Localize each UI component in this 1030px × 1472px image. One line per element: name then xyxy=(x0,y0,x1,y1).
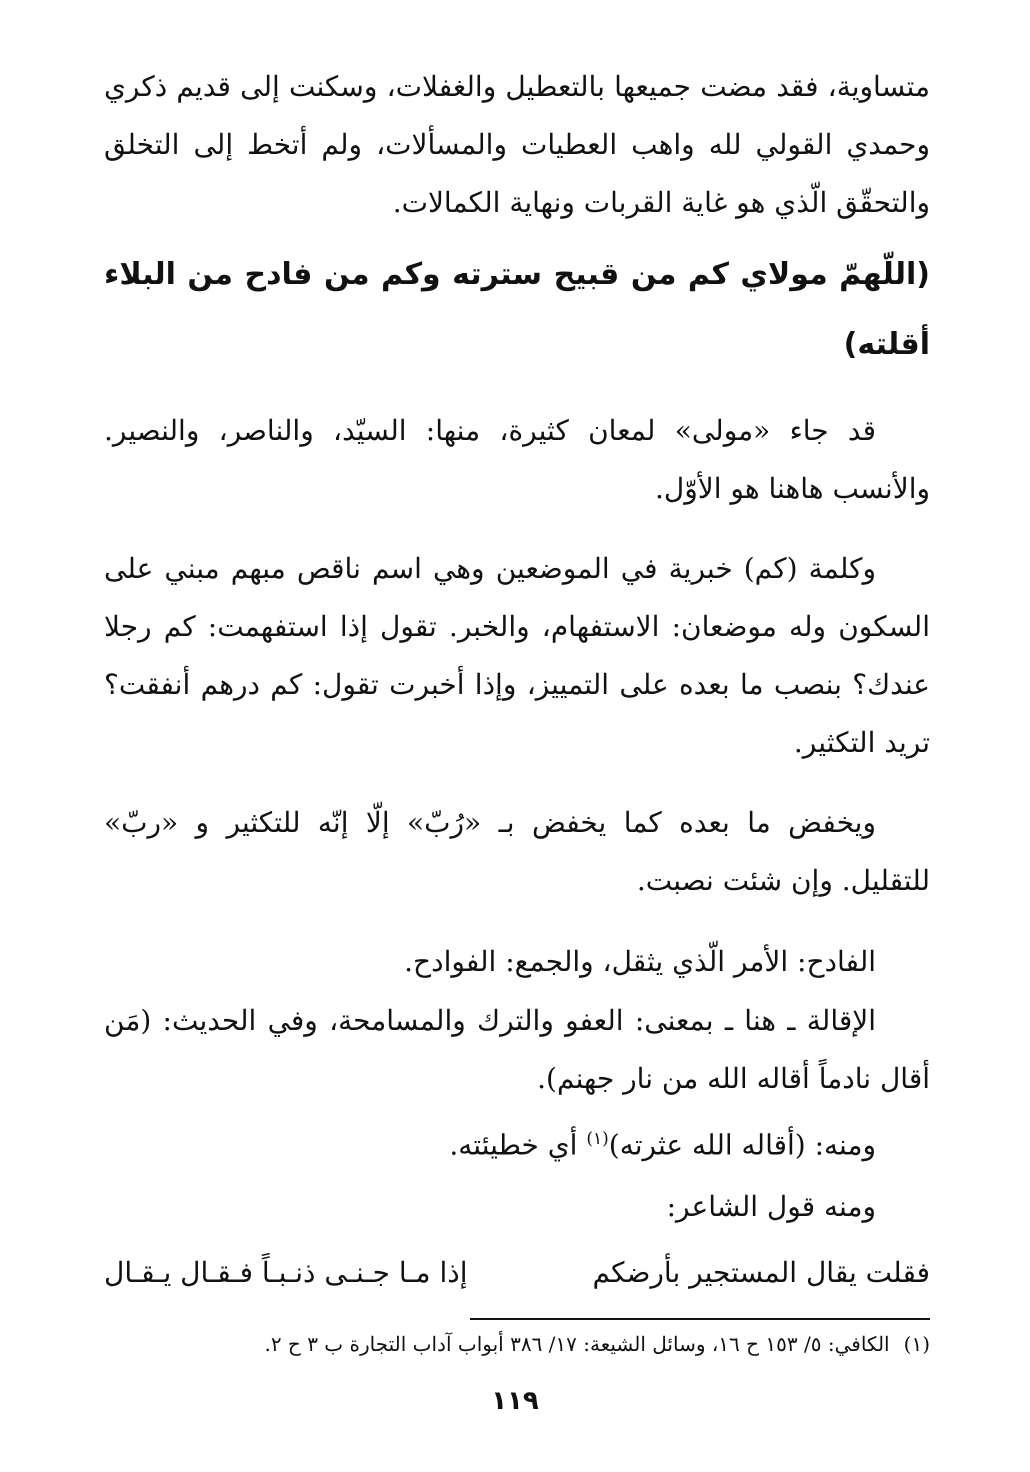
verse-first-hemistich: فقلت يقال المستجير بأرضكم xyxy=(592,1256,930,1290)
poet-intro: ومنه قول الشاعر: xyxy=(666,1190,876,1224)
supplication-heading: (اللّهمّ مولاي كم من قبيح سترته وكم من فادح من البلاء أقلته) xyxy=(104,257,930,362)
footnote xyxy=(104,1322,930,1366)
paragraph-fadih: الفادح: الأمر الّذي يثقل، والجمع: الفوادح. xyxy=(404,945,876,978)
paragraph-kam: وكلمة (كم) خبرية في الموضعين وهي اسم ناقص مبهم مبني على السكون وله موضعان: الاستفهام، والخبر. تقول إذا استفهمت: كم رجلا عندك؟ بنصب ما بعده على التمييز، وإذا أخبرت تقول: كم درهم أنفقت؟ تريد التكثير. xyxy=(104,552,930,759)
footnote-text: الكافي: ٥/ ١٥٣ ح ١٦، وسائل الشيعة: ١٧/ ٣٨٦ أبواب آداب التجارة ب ٣ ح ٢. xyxy=(264,1332,890,1357)
page-number: ١١٩ xyxy=(491,1386,539,1416)
paragraph-mawla: قد جاء «مولى» لمعان كثيرة، منها: السيّد، والناصر، والنصير. والأنسب هاهنا هو الأوّل. xyxy=(104,414,930,505)
poetry-verse xyxy=(104,1242,930,1304)
verse-second-hemistich: إذا مـا جـنـى ذنـبـاً فـقـال يـقـال xyxy=(104,1256,468,1290)
footnote-reference: (١) xyxy=(586,1129,609,1149)
paragraph-khafd: ويخفض ما بعده كما يخفض بـ «رُبّ» إلّا إنّه للتكثير و «ربّ» للتقليل. وإن شئت نصبت. xyxy=(104,806,930,897)
minhu-text: ومنه: (أقاله الله عثرته) xyxy=(608,1128,876,1162)
minhu-tail: أي خطيئته. xyxy=(449,1128,587,1162)
footnote-separator xyxy=(470,1318,930,1320)
page-body xyxy=(104,58,930,1438)
paragraph-iqala: الإقالة ـ هنا ـ بمعنى: العفو والترك والمسامحة، وفي الحديث: (مَن أقال نادماً أقاله الله من نار جهنم). xyxy=(104,1004,930,1095)
paragraph-minhu xyxy=(104,1108,930,1176)
footnote-number: (١) xyxy=(903,1332,930,1357)
paragraph-continuation: متساوية، فقد مضت جميعها بالتعطيل والغفلات، وسكنت إلى قديم ذكري وحمدي القولي لله واهب العطيات والمسألات، ولم أتخط إلى التخلق والتحقّق الّذي هو غاية القربات ونهاية الكمالات. xyxy=(104,70,931,219)
